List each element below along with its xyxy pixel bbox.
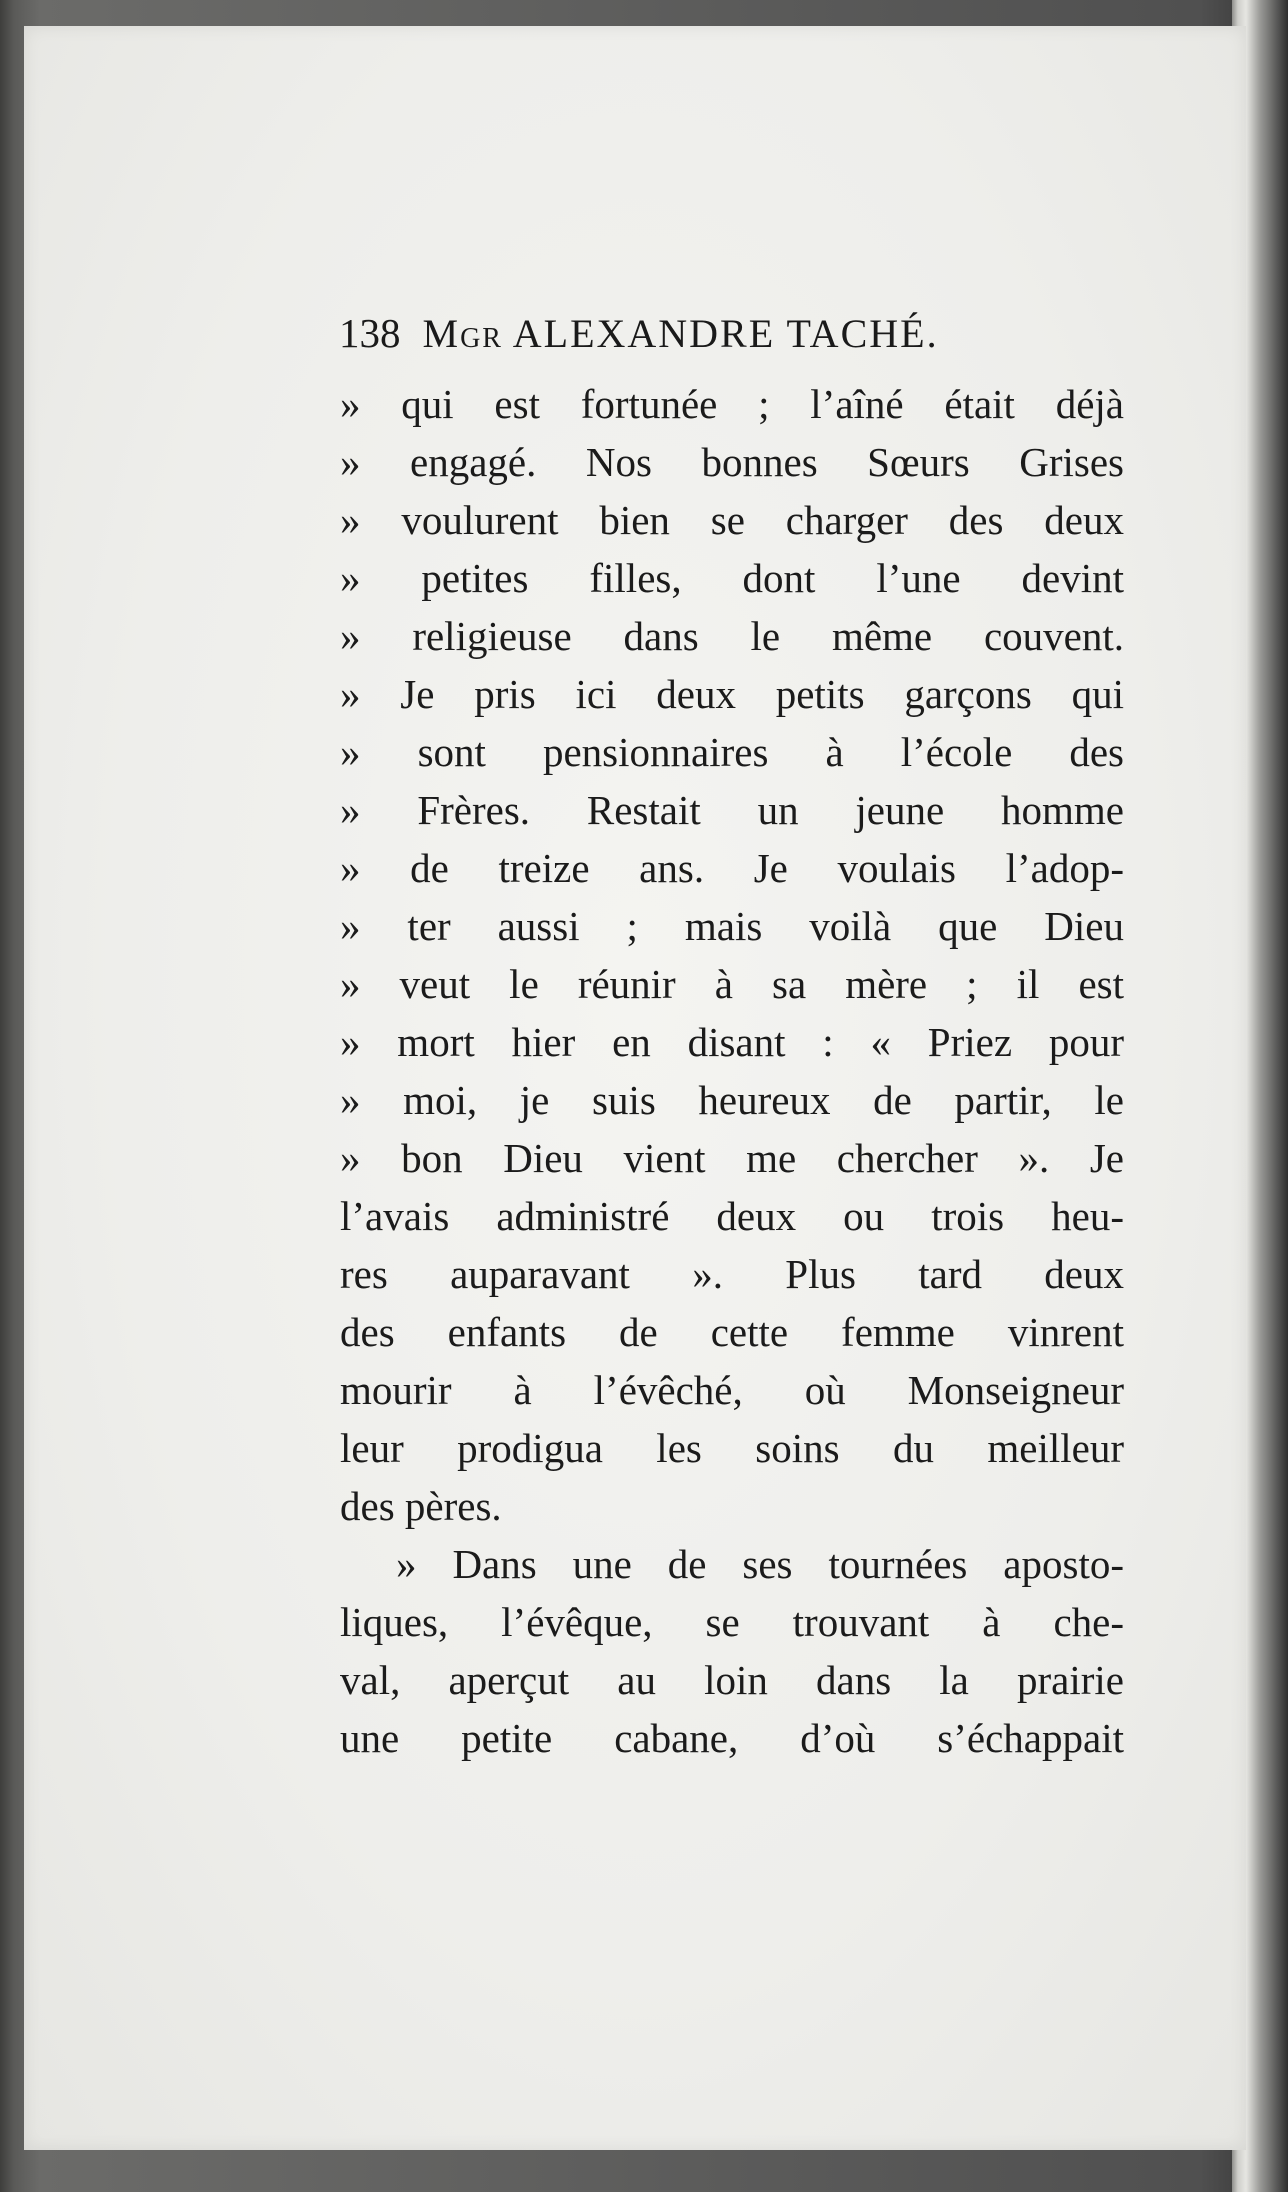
text-line: » Je pris ici deux petits garçons qui xyxy=(340,671,1124,717)
text-line: l’avais administré deux ou trois heu- xyxy=(340,1193,1124,1239)
running-head xyxy=(339,309,1159,369)
text-line: » religieuse dans le même couvent. xyxy=(340,613,1124,659)
text-line: » qui est fortunée ; l’aîné était déjà xyxy=(340,381,1124,427)
page-number: 138 xyxy=(339,310,401,356)
text-line: des pères. xyxy=(340,1483,502,1529)
text-line: mourir à l’évêché, où Monseigneur xyxy=(340,1367,1124,1413)
text-line: » bon Dieu vient me chercher ». Je xyxy=(340,1135,1124,1181)
text-line: » voulurent bien se charger des deux xyxy=(340,497,1124,543)
text-line: » sont pensionnaires à l’école des xyxy=(340,729,1124,775)
text-line: » de treize ans. Je voulais l’adop- xyxy=(340,845,1124,891)
text-line: » moi, je suis heureux de partir, le xyxy=(340,1077,1124,1123)
text-line: » mort hier en disant : « Priez pour xyxy=(340,1019,1124,1065)
text-line: leur prodigua les soins du meilleur xyxy=(340,1425,1124,1471)
text-line: » veut le réunir à sa mère ; il est xyxy=(340,961,1124,1007)
text-line: » Frères. Restait un jeune homme xyxy=(340,787,1124,833)
text-line: liques, l’évêque, se trouvant à che- xyxy=(340,1599,1124,1645)
text-line: une petite cabane, d’où s’échappait xyxy=(340,1715,1124,1761)
running-title: Mgr ALEXANDRE TACHÉ. xyxy=(422,311,939,356)
body-text xyxy=(340,375,1124,1767)
text-line: res auparavant ». Plus tard deux xyxy=(340,1251,1124,1297)
text-line: » ter aussi ; mais voilà que Dieu xyxy=(340,903,1124,949)
text-line: » petites filles, dont l’une devint xyxy=(340,555,1124,601)
text-line: » engagé. Nos bonnes Sœurs Grises xyxy=(340,439,1124,485)
text-line: val, aperçut au loin dans la prairie xyxy=(340,1657,1124,1703)
text-line: des enfants de cette femme vinrent xyxy=(340,1309,1124,1355)
text-line: » Dans une de ses tournées aposto- xyxy=(396,1541,1124,1587)
